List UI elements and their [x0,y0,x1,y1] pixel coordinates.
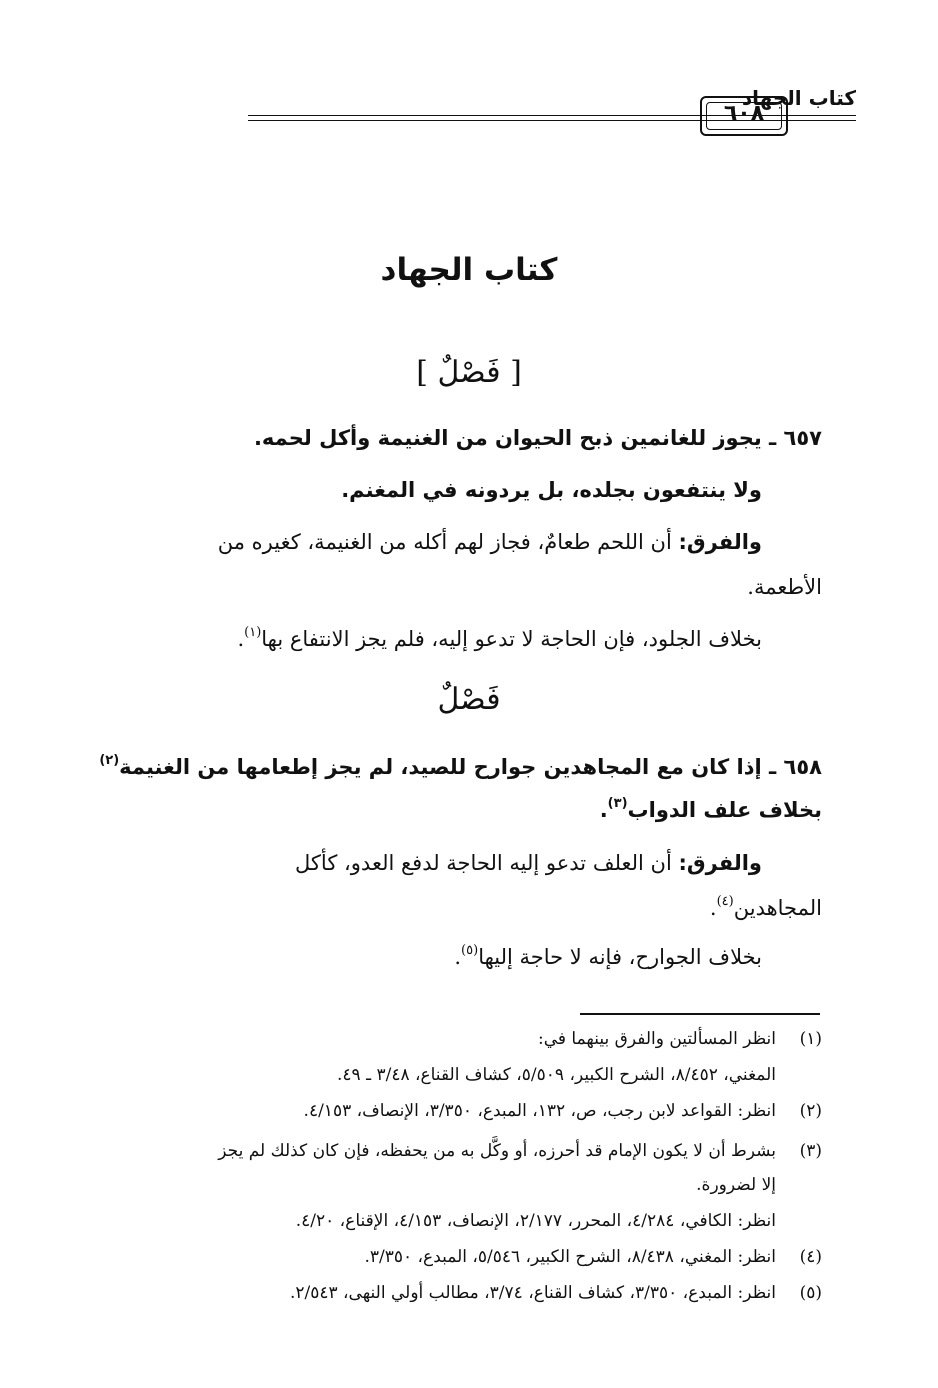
punctuation: . [709,896,717,920]
difference-text: أن العلف تدعو إليه الحاجة لدفع العدو، كأكل [295,851,672,875]
footnote-number: (٢) [799,1101,822,1121]
rule-657-line1 [82,423,822,453]
footnote-line: انظر: المبدع، ٣/٣٥٠، كشاف القناع، ٣/٧٤، مطالب أولي النهى، ٢/٥٤٣. [289,1283,776,1303]
footnote-line: إلا لضرورة. [696,1175,776,1195]
footnote-number: (٣) [799,1141,822,1161]
punctuation: . [237,627,245,651]
footnote-line: بشرط أن لا يكون الإمام قد أحرزه، أو وكَّل به من يحفظه، فإن كان كذلك لم يجز [218,1141,776,1161]
footnote-line: المغني، ٨/٤٥٢، الشرح الكبير، ٥/٥٠٩، كشاف القناع، ٣/٤٨ ـ ٤٩. [337,1065,776,1085]
rule-657-line2: ولا ينتفعون بجلده، بل يردونه في المغنم. [341,478,762,502]
footnote-number: (١) [799,1029,822,1049]
difference-text: المجاهدين [733,896,822,920]
punctuation: . [599,798,608,822]
difference-label: والفرق: [678,851,762,875]
footnote-line: انظر: الكافي، ٤/٢٨٤، المحرر، ٢/١٧٧، الإنصاف، ٤/١٥٣، الإقناع، ٤/٢٠. [295,1211,776,1231]
book-title: كتاب الجهاد [380,252,558,288]
page-number: ٦٠٨ [723,101,765,126]
footnote-line: انظر: المغني، ٨/٤٣٨، الشرح الكبير، ٥/٥٤٦، المبدع، ٣/٣٥٠. [364,1247,776,1267]
rule-658-line1 [82,752,822,782]
footnote-ref: (٥) [461,943,479,958]
footnote-line: انظر المسألتين والفرق بينهما في: [538,1029,776,1049]
footnote-line: انظر: القواعد لابن رجب، ص، ١٣٢، المبدع، ٣/٣٥٠، الإنصاف، ٤/١٥٣. [303,1101,776,1121]
header-rule [795,120,851,121]
contrast-658 [82,942,762,972]
header-rule [795,115,851,116]
footnote-ref: (٤) [716,894,734,909]
footnote-ref: (٣) [607,796,628,811]
difference-657-line2: الأطعمة. [747,575,822,599]
contrast-text: بخلاف الجوارح، فإنه لا حاجة إليها [478,945,762,969]
footnote-number: (٤) [799,1247,822,1267]
difference-657-line1 [82,527,762,557]
footnote-number: (٥) [799,1283,822,1303]
difference-label: والفرق: [678,530,762,554]
difference-658-line1 [82,848,762,878]
running-head: كتاب الجهاد [741,86,856,110]
difference-text: أن اللحم طعامٌ، فجاز لهم أكله من الغنيمة، كغيره من [217,530,672,554]
item-number: ٦٥٨ ـ [769,755,822,779]
section-heading: [ فَصْلٌ ] [416,355,522,390]
rule-text: يجوز للغانمين ذبح الحيوان من الغنيمة وأكل لحمه. [253,426,762,450]
rule-text: إذا كان مع المجاهدين جوارح للصيد، لم يجز إطعامها من الغنيمة [119,755,762,779]
contrast-657 [82,624,762,654]
footnote-ref: (١) [244,625,262,640]
rule-658-line2 [82,795,822,825]
section-heading: فَصْلٌ [437,682,501,717]
footnote-ref: (٢) [99,753,120,768]
rule-text: بخلاف علف الدواب [627,798,822,822]
contrast-text: بخلاف الجلود، فإن الحاجة لا تدعو إليه، فلم يجز الانتفاع بها [261,627,762,651]
footnote-separator [580,1013,820,1015]
punctuation: . [454,945,462,969]
item-number: ٦٥٧ ـ [769,426,822,450]
difference-658-line2 [82,893,822,923]
